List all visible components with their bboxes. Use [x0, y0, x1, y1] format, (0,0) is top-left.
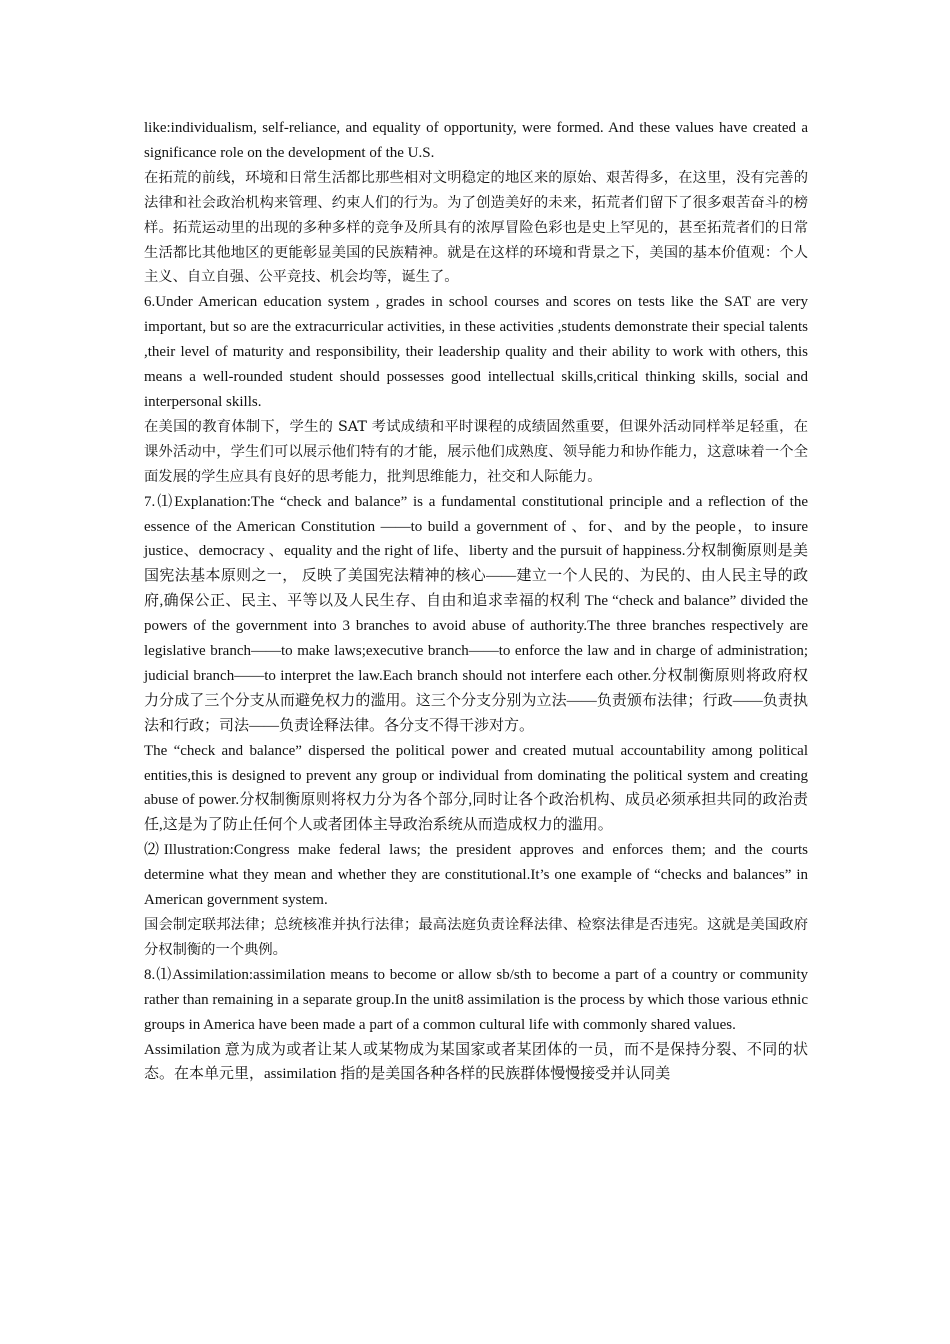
paragraph-education-chinese: 在美国的教育体制下，学生的 SAT 考试成绩和平时课程的成绩固然重要，但课外活动同样举足轻重，在课外活动中，学生们可以展示他们特有的才能，展示他们成熟度、领导能力和协作能力，这意味着一个全面发展的学生应具有良好的思考能力，批判思维能力，社交和人际能力。: [144, 418, 808, 485]
paragraph-check-balance-dispersed: The “check and balance” dispersed the political power and created mutual accountability among political entities,this is designed to prevent any group or individual from dominating the political system and creating abuse of power.分权制衡原则将权力分为各个部分,同时让各个政治机构、成员必须承担共同的政治责任,这是为了防止任何个人或者团体主导政治系统从而造成权力的滥用。: [144, 742, 808, 834]
paragraph-education-english: 6.Under American education system , grades in school courses and scores on tests like the SAT are very important, but so are the extracurricular activities, in these activities ,students demonstrate their special talents ,their level of maturity and responsibility, their leadership quality and their ability to work with others, this means a well-rounded student should possesses good intellectual skills,critical thinking skills, social and interpersonal skills.: [144, 294, 808, 410]
paragraph-illustration-english: ⑵Illustration:Congress make federal laws; the president approves and enforces them; and the courts determine what they mean and whether they are constitutional.It’s one example of “checks and balances” in American government system.: [144, 842, 808, 909]
paragraph-assimilation-chinese: Assimilation 意为成为或者让某人或某物成为某国家或者某团体的一员，而不是保持分裂、不同的状态。在本单元里，assimilation 指的是美国各种各样的民族群体慢慢接受并认同美: [144, 1041, 808, 1083]
paragraph-assimilation-english: 8.⑴Assimilation:assimilation means to become or allow sb/sth to become a part of a country or community rather than remaining in a separate group.In the unit8 assimilation is the process by which those various ethnic groups in America have been made a part of a common cultural life with commonly shared values.: [144, 966, 808, 1033]
paragraph-values-conclusion: like:individualism, self-reliance, and equality of opportunity, were formed. And these values have created a significance role on the development of the U.S.: [144, 120, 808, 161]
paragraph-check-balance-explanation: 7.⑴Explanation:The “check and balance” is a fundamental constitutional principle and a reflection of the essence of the American Constitution ——to build a government of 、for、and by the people，to insure justice、democracy 、equality and the right of life、liberty and the pursuit of happiness.分权制衡原则是美国宪法基本原则之一， 反映了美国宪法精神的核心——建立一个人民的、为民的、由人民主导的政府,确保公正、民主、平等以及人民生存、自由和追求幸福的权利 The “check and balance” divided the powers of the government into 3 branches to avoid abuse of authority.The three branches respectively are legislative branch——to make laws;executive branch——to enforce the law and in charge of administration; judicial branch——to interpret the law.Each branch should not interfere each other.分权制衡原则将政府权力分成了三个分支从而避免权力的滥用。这三个分支分别为立法——负责颁布法律；行政——负责执法和行政；司法——负责诠释法律。各分支不得干涉对方。: [144, 493, 808, 734]
paragraph-illustration-chinese: 国会制定联邦法律；总统核准并执行法律；最高法庭负责诠释法律、检察法律是否违宪。这就是美国政府分权制衡的一个典例。: [144, 917, 808, 958]
paragraph-frontier-chinese: 在拓荒的前线，环境和日常生活都比那些相对文明稳定的地区来的原始、艰苦得多，在这里，没有完善的法律和社会政治机构来管理、约束人们的行为。为了创造美好的未来，拓荒者们留下了很多艰苦奋斗的榜样。拓荒运动里的出现的多种多样的竞争及所具有的浓厚冒险色彩也是史上罕见的，甚至拓荒者们的日常生活都比其他地区的更能彰显美国的民族精神。就是在这样的环境和背景之下，美国的基本价值观：个人主义、自立自强、公平竞技、机会均等，诞生了。: [144, 169, 808, 286]
document-body: [144, 116, 808, 1087]
